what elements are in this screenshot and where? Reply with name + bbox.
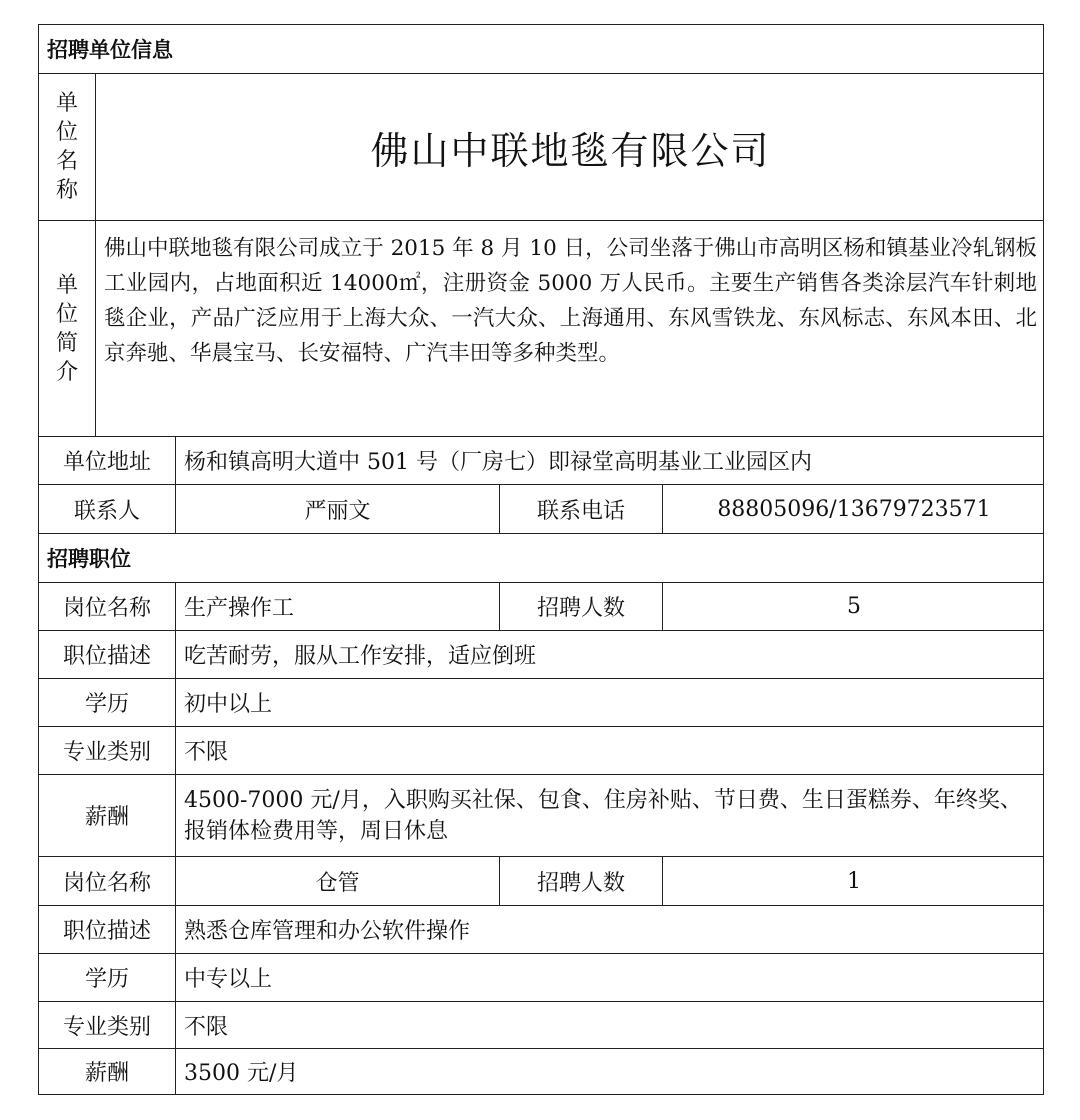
section-company-info — [39, 25, 1043, 74]
salary-row — [39, 1049, 1043, 1094]
label-char: 称 — [55, 178, 78, 203]
contact-value: 严丽文 — [176, 485, 500, 533]
address-row — [39, 437, 1043, 485]
major-value: 不限 — [184, 740, 229, 765]
salary-label: 薪酬 — [39, 1049, 176, 1094]
position-desc-row — [39, 906, 1043, 954]
position-desc: 熟悉仓库管理和办公软件操作 — [184, 919, 471, 944]
position-title-label: 岗位名称 — [39, 583, 176, 630]
contact-row — [39, 485, 1043, 534]
education-row — [39, 954, 1043, 1002]
company-intro-row — [39, 221, 1043, 437]
salary-value: 4500-7000 元/月，入职购买社保、包食、住房补贴、节日费、生日蛋糕券、年终奖、报销体检费用等，周日休息 — [184, 788, 1022, 844]
position-desc-label: 职位描述 — [39, 906, 176, 953]
major-value: 不限 — [184, 1014, 229, 1040]
position-title-label: 岗位名称 — [39, 857, 176, 905]
company-intro: 佛山中联地毯有限公司成立于 2015 年 8 月 10 日，公司坐落于佛山市高明区杨和镇基业冷轧钢板工业园内，占地面积近 14000㎡，注册资金 5000 万人民币。主要生产销售各类涂层汽车针刺地毯企业，产品广泛应用于上海大众、一汽大众、上海通用、东风雪铁龙、东风标志、东风本田、北京奔驰、华晨宝马、长安福特、广汽丰田等多种类型。 — [104, 236, 1037, 366]
position-title-row — [39, 857, 1043, 906]
education-row — [39, 679, 1043, 727]
address-value: 杨和镇高明大道中 501 号（厂房七）即禄堂高明基业工业园区内 — [184, 450, 812, 475]
headcount-label: 招聘人数 — [500, 583, 663, 630]
position-title: 生产操作工 — [176, 583, 500, 630]
section-title: 招聘单位信息 — [47, 38, 173, 62]
phone-value: 88805096/13679723571 — [717, 496, 991, 522]
company-name-row — [39, 74, 1043, 221]
phone-label: 联系电话 — [500, 485, 663, 533]
company-name-label — [39, 74, 96, 220]
position-title-row — [39, 583, 1043, 631]
position-desc: 吃苦耐劳，服从工作安排，适应倒班 — [184, 644, 537, 669]
label-char: 简 — [55, 330, 78, 356]
section-positions — [39, 534, 1043, 583]
position-desc-label: 职位描述 — [39, 631, 176, 678]
education-label: 学历 — [39, 679, 176, 726]
label-char: 名 — [55, 149, 78, 174]
headcount-value: 5 — [847, 594, 861, 619]
education-label: 学历 — [39, 954, 176, 1001]
section-title: 招聘职位 — [47, 547, 131, 571]
position-desc-row — [39, 631, 1043, 679]
label-char: 单 — [55, 272, 78, 298]
salary-label: 薪酬 — [39, 775, 176, 856]
salary-row — [39, 775, 1043, 857]
headcount-value: 1 — [847, 868, 861, 894]
label-char: 位 — [55, 301, 78, 327]
label-char: 单 — [55, 91, 78, 116]
education-value: 中专以上 — [184, 967, 273, 992]
label-char: 位 — [55, 120, 78, 145]
address-label: 单位地址 — [39, 437, 176, 484]
position-title: 仓管 — [176, 857, 500, 905]
headcount-label: 招聘人数 — [500, 857, 663, 905]
recruitment-table — [38, 24, 1044, 1095]
contact-label: 联系人 — [39, 485, 176, 533]
major-row — [39, 1002, 1043, 1049]
major-label: 专业类别 — [39, 727, 176, 774]
company-intro-label — [39, 221, 96, 436]
label-char: 介 — [55, 359, 78, 385]
company-name: 佛山中联地毯有限公司 — [370, 128, 771, 173]
salary-value: 3500 元/月 — [184, 1061, 299, 1086]
major-row — [39, 727, 1043, 775]
major-label: 专业类别 — [39, 1002, 176, 1048]
education-value: 初中以上 — [184, 692, 273, 717]
